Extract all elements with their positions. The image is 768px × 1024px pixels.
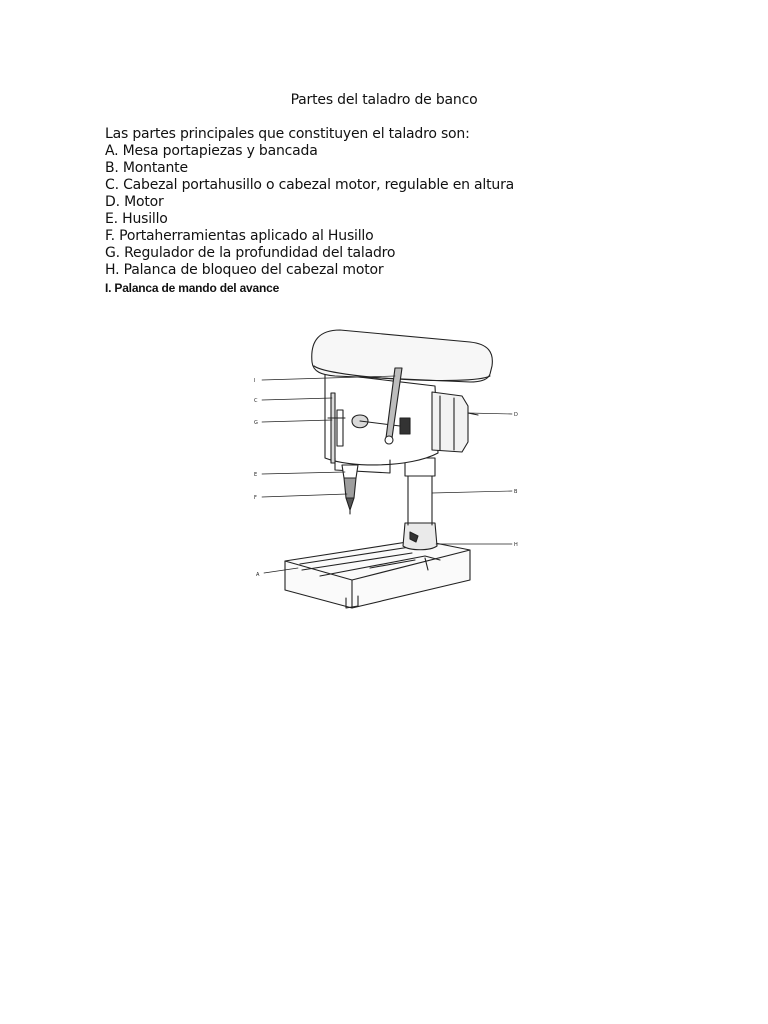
part-item-b: B. Montante (105, 160, 188, 176)
parts-list (105, 143, 514, 297)
part-item-h: H. Palanca de bloqueo del cabezal motor (105, 262, 384, 278)
figure-label-a: A (256, 572, 260, 578)
belt-cover (312, 330, 493, 382)
part-item-g: G. Regulador de la profundidad del taladro (105, 245, 396, 261)
part-item-f: F. Portaherramientas aplicado al Husillo (105, 228, 374, 244)
part-item-c: C. Cabezal portahusillo o cabezal motor, regulable en altura (105, 177, 515, 193)
figure-label-f: F (254, 495, 257, 501)
page-title: Partes del taladro de banco (290, 92, 478, 108)
base-table (285, 540, 470, 608)
figure-label-d: D (514, 412, 518, 418)
head-housing (325, 373, 438, 473)
part-item-a: A. Mesa portapiezas y bancada (105, 143, 318, 159)
column-collar (403, 523, 437, 550)
figure-label-c: C (254, 398, 258, 404)
motor (432, 392, 478, 452)
figure-label-i: I (254, 378, 256, 384)
drill-press-drawing (240, 318, 540, 628)
intro-text: Las partes principales que constituyen el taladro son: (105, 126, 470, 142)
part-item-d: D. Motor (105, 194, 164, 210)
drill-press-illustration (240, 318, 540, 628)
figure-label-b: B (514, 489, 518, 495)
part-item-i: I. Palanca de mando del avance (105, 281, 280, 295)
figure-label-h: H (514, 542, 518, 548)
column (405, 458, 435, 525)
figure-label-g: G (254, 420, 258, 426)
part-item-e: E. Husillo (105, 211, 168, 227)
figure-label-e: E (254, 472, 258, 478)
